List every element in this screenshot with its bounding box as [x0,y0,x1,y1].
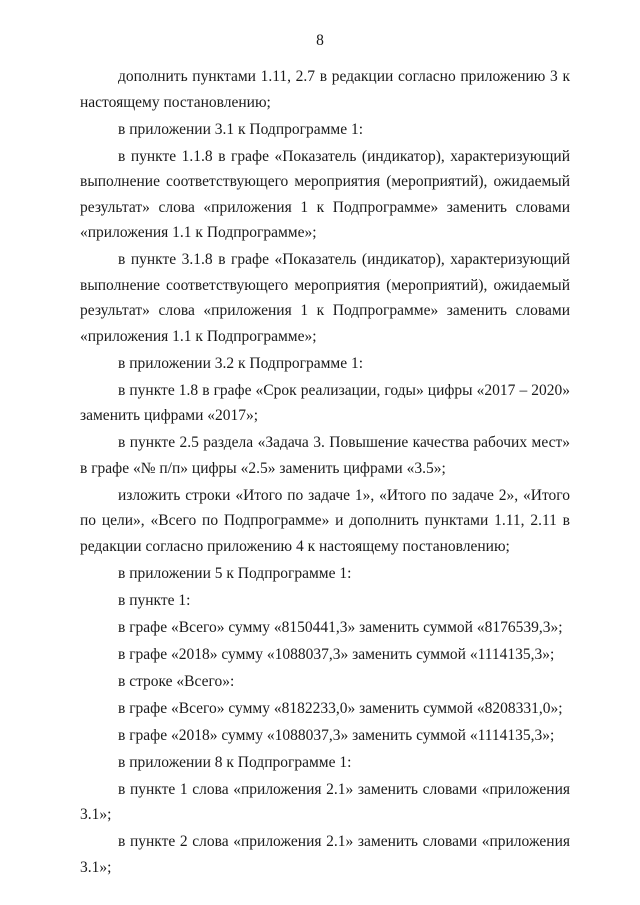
paragraph: в приложении 3.1 к Подпрограмме 1: [118,120,364,138]
paragraph: в приложении 8 к Подпрограмме 1: [118,753,352,771]
paragraph: в пункте 2.5 раздела «Задача 3. Повышение качества рабочих мест» в графе «№ п/п» цифры «2.5» заменить цифрами «3.5»; [80,434,570,477]
paragraph: в пункте 1.1.8 в графе «Показатель (индикатор), характеризующий выполнение соответствующего мероприятия (мероприятий), ожидаемый результат» слова «приложения 1 к Подпрограмме» заменить словами «приложения 1.1 к Подпрограмме»; [80,147,570,241]
paragraph: в графе «2018» сумму «1088037,3» заменить суммой «1114135,3»; [118,726,555,744]
paragraph: в графе «2018» сумму «1088037,3» заменить суммой «1114135,3»; [118,645,555,663]
paragraph: в пункте 1: [118,591,191,609]
paragraph: в пункте 2 слова «приложения 2.1» заменить словами «приложения 3.1»; [80,833,570,876]
paragraph: в графе «Всего» сумму «8182233,0» заменить суммой «8208331,0»; [118,699,563,717]
paragraph: в пункте 1.8 в графе «Срок реализации, годы» цифры «2017 – 2020» заменить цифрами «2017»; [80,381,570,424]
paragraph: в графе «Всего» сумму «8150441,3» заменить суммой «8176539,3»; [118,618,563,636]
paragraph: в строке «Всего»: [118,672,235,690]
document-body [80,64,570,882]
paragraph: в приложении 5 к Подпрограмме 1: [118,564,352,582]
paragraph: в пункте 1 слова «приложения 2.1» заменить словами «приложения 3.1»; [80,780,570,823]
paragraph: изложить строки «Итого по задаче 1», «Итого по задаче 2», «Итого по цели», «Всего по Подпрограмме» и дополнить пунктами 1.11, 2.11 в редакции согласно приложению 4 к настоящему постановлению; [80,486,570,555]
page-number: 8 [316,32,324,49]
paragraph: дополнить пунктами 1.11, 2.7 в редакции согласно приложению 3 к настоящему постановлению; [80,68,570,111]
paragraph: в приложении 3.2 к Подпрограмме 1: [118,354,364,372]
paragraph: в пункте 3.1.8 в графе «Показатель (индикатор), характеризующий выполнение соответствующего мероприятия (мероприятий), ожидаемый результат» слова «приложения 1 к Подпрограмме» заменить словами «приложения 1.1 к Подпрограмме»; [80,251,570,345]
